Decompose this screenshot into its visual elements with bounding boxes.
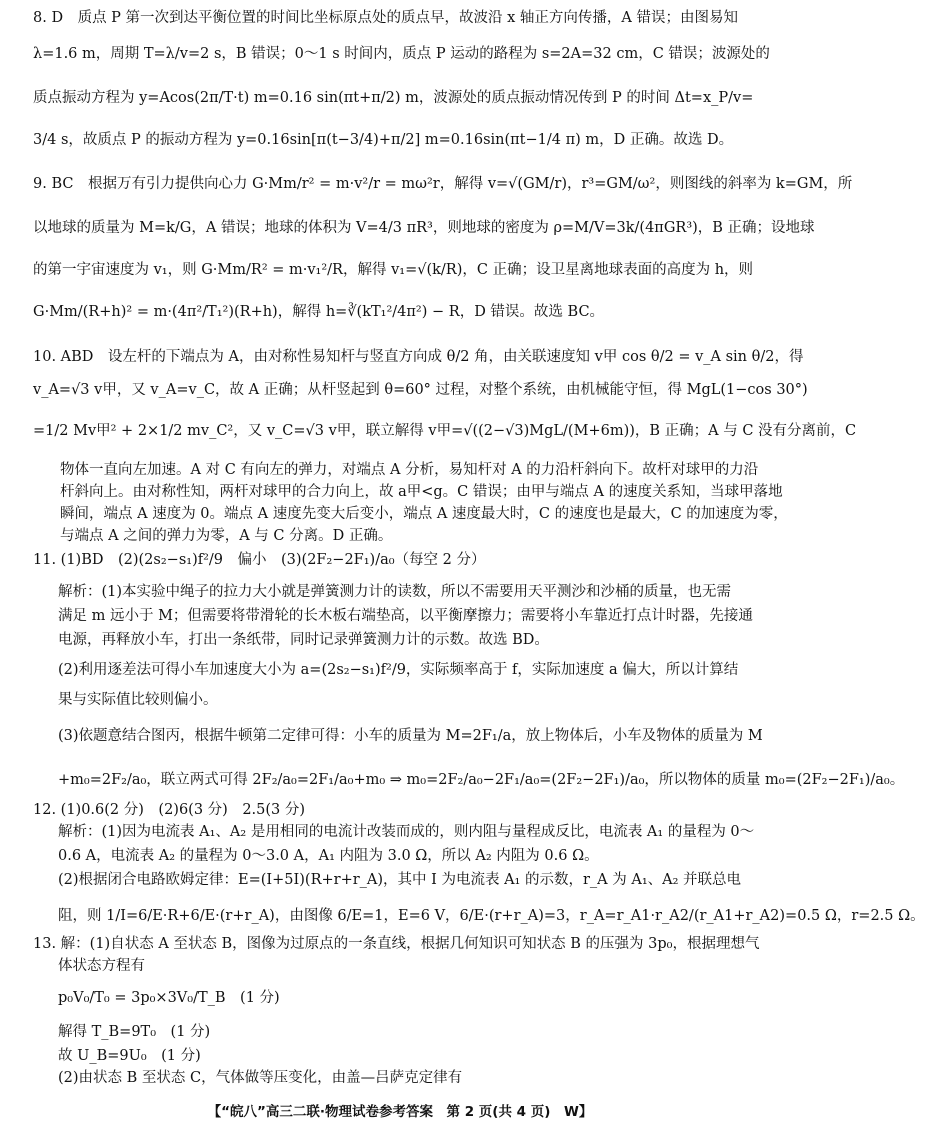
- text-line: 电源，再释放小车，打出一条纸带，同时记录弹簧测力计的示数。故选 BD。: [58, 632, 549, 648]
- text-line: 体状态方程有: [58, 958, 145, 974]
- text-line: (2)由状态 B 至状态 C，气体做等压变化，由盖—吕萨克定律有: [58, 1070, 463, 1086]
- text-line: 9. BC 根据万有引力提供向心力 G·Mm/r² = m·v²/r = mω²r，解得 v=√(GM/r)，r³=GM/ω²，则图线的斜率为 k=GM，所: [33, 176, 853, 192]
- text-line: 11. (1)BD (2)(2s₂−s₁)f²/9 偏小 (3)(2F₂−2F₁)/a₀（每空 2 分）: [33, 552, 486, 568]
- text-line: 解析：(1)本实验中绳子的拉力大小就是弹簧测力计的读数，所以不需要用天平测沙和沙桶的质量，也无需: [58, 584, 732, 600]
- text-line: 10. ABD 设左杆的下端点为 A，由对称性易知杆与竖直方向成 θ/2 角，由关联速度知 v甲 cos θ/2 = v_A sin θ/2，得: [33, 349, 804, 365]
- text-line: 与端点 A 之间的弹力为零，A 与 C 分离。D 正确。: [60, 528, 393, 544]
- text-line: 的第一宇宙速度为 v₁，则 G·Mm/R² = m·v₁²/R，解得 v₁=√(k/R)，C 正确；设卫星离地球表面的高度为 h，则: [33, 262, 754, 278]
- text-line: 杆斜向上。由对称性知，两杆对球甲的合力向上，故 a甲<g。C 错误；由甲与端点 A 的速度关系知，当球甲落地: [60, 484, 783, 500]
- text-line: 满足 m 远小于 M；但需要将带滑轮的长木板右端垫高，以平衡摩擦力；需要将小车靠近打点计时器，先接通: [58, 608, 753, 624]
- text-line: G·Mm/(R+h)² = m·(4π²/T₁²)(R+h)，解得 h=∛(kT₁²/4π²) − R，D 错误。故选 BC。: [33, 304, 605, 320]
- text-line: 质点振动方程为 y=Acos(2π/T·t) m=0.16 sin(πt+π/2) m，波源处的质点振动情况传到 P 的时间 Δt=x_P/v=: [33, 90, 754, 106]
- text-line: λ=1.6 m，周期 T=λ/v=2 s，B 错误；0～1 s 时间内，质点 P 运动的路程为 s=2A=32 cm，C 错误；波源处的: [33, 46, 770, 62]
- text-line: (2)利用逐差法可得小车加速度大小为 a=(2s₂−s₁)f²/9，实际频率高于 f，实际加速度 a 偏大，所以计算结: [58, 662, 739, 678]
- text-line: (2)根据闭合电路欧姆定律：E=(I+5I)(R+r+r_A)，其中 I 为电流表 A₁ 的示数，r_A 为 A₁、A₂ 并联总电: [58, 872, 742, 888]
- text-line: 13. 解：(1)自状态 A 至状态 B，图像为过原点的一条直线，根据几何知识可知状态 B 的压强为 3p₀，根据理想气: [33, 936, 760, 952]
- page-footer: 【“皖八”高三二联·物理试卷参考答案 第 2 页(共 4 页) W】: [207, 1104, 593, 1120]
- text-line: 3/4 s，故质点 P 的振动方程为 y=0.16sin[π(t−3/4)+π/2] m=0.16sin(πt−1/4 π) m，D 正确。故选 D。: [33, 132, 734, 148]
- text-line: p₀V₀/T₀ = 3p₀×3V₀/T_B (1 分): [58, 990, 280, 1006]
- text-line: 0.6 A，电流表 A₂ 的量程为 0～3.0 A，A₁ 内阻为 3.0 Ω，所以 A₂ 内阻为 0.6 Ω。: [58, 848, 599, 864]
- text-line: 故 U_B=9U₀ (1 分): [58, 1048, 201, 1064]
- text-line: 物体一直向左加速。A 对 C 有向左的弹力，对端点 A 分析，易知杆对 A 的力沿杆斜向下。故杆对球甲的力沿: [60, 462, 759, 478]
- text-line: 解析：(1)因为电流表 A₁、A₂ 是用相同的电流计改装而成的，则内阻与量程成反比，电流表 A₁ 的量程为 0～: [58, 824, 755, 840]
- text-line: 8. D 质点 P 第一次到达平衡位置的时间比坐标原点处的质点早，故波沿 x 轴正方向传播，A 错误；由图易知: [33, 10, 739, 26]
- text-line: 以地球的质量为 M=k/G，A 错误；地球的体积为 V=4/3 πR³，则地球的密度为 ρ=M/V=3k/(4πGR³)，B 正确；设地球: [33, 220, 815, 236]
- text-line: 12. (1)0.6(2 分) (2)6(3 分) 2.5(3 分): [33, 802, 306, 818]
- text-line: +m₀=2F₂/a₀，联立两式可得 2F₂/a₀=2F₁/a₀+m₀ ⇒ m₀=2F₂/a₀−2F₁/a₀=(2F₂−2F₁)/a₀，所以物体的质量 m₀=(2F₂−2F₁)/a₀。: [58, 772, 905, 788]
- text-line: 果与实际值比较则偏小。: [58, 692, 218, 708]
- text-line: 阻，则 1/I=6/E·R+6/E·(r+r_A)，由图像 6/E=1，E=6 V，6/E·(r+r_A)=3，r_A=r_A1·r_A2/(r_A1+r_A2)=0.5 Ω，r=2.5 Ω。: [58, 908, 925, 924]
- text-line: (3)依题意结合图丙，根据牛顿第二定律可得：小车的质量为 M=2F₁/a，放上物体后，小车及物体的质量为 M: [58, 728, 763, 744]
- text-line: =1/2 Mv甲² + 2×1/2 mv_C²，又 v_C=√3 v甲，联立解得 v甲=√((2−√3)MgL/(M+6m))，B 正确；A 与 C 没有分离前，C: [33, 423, 857, 439]
- text-line: v_A=√3 v甲，又 v_A=v_C，故 A 正确；从杆竖起到 θ=60° 过程，对整个系统，由机械能守恒，得 MgL(1−cos 30°): [33, 382, 808, 398]
- text-line: 解得 T_B=9T₀ (1 分): [58, 1024, 211, 1040]
- text-line: 瞬间，端点 A 速度为 0。端点 A 速度先变大后变小，端点 A 速度最大时，C 的速度也是最大，C 的加速度为零，: [60, 506, 788, 522]
